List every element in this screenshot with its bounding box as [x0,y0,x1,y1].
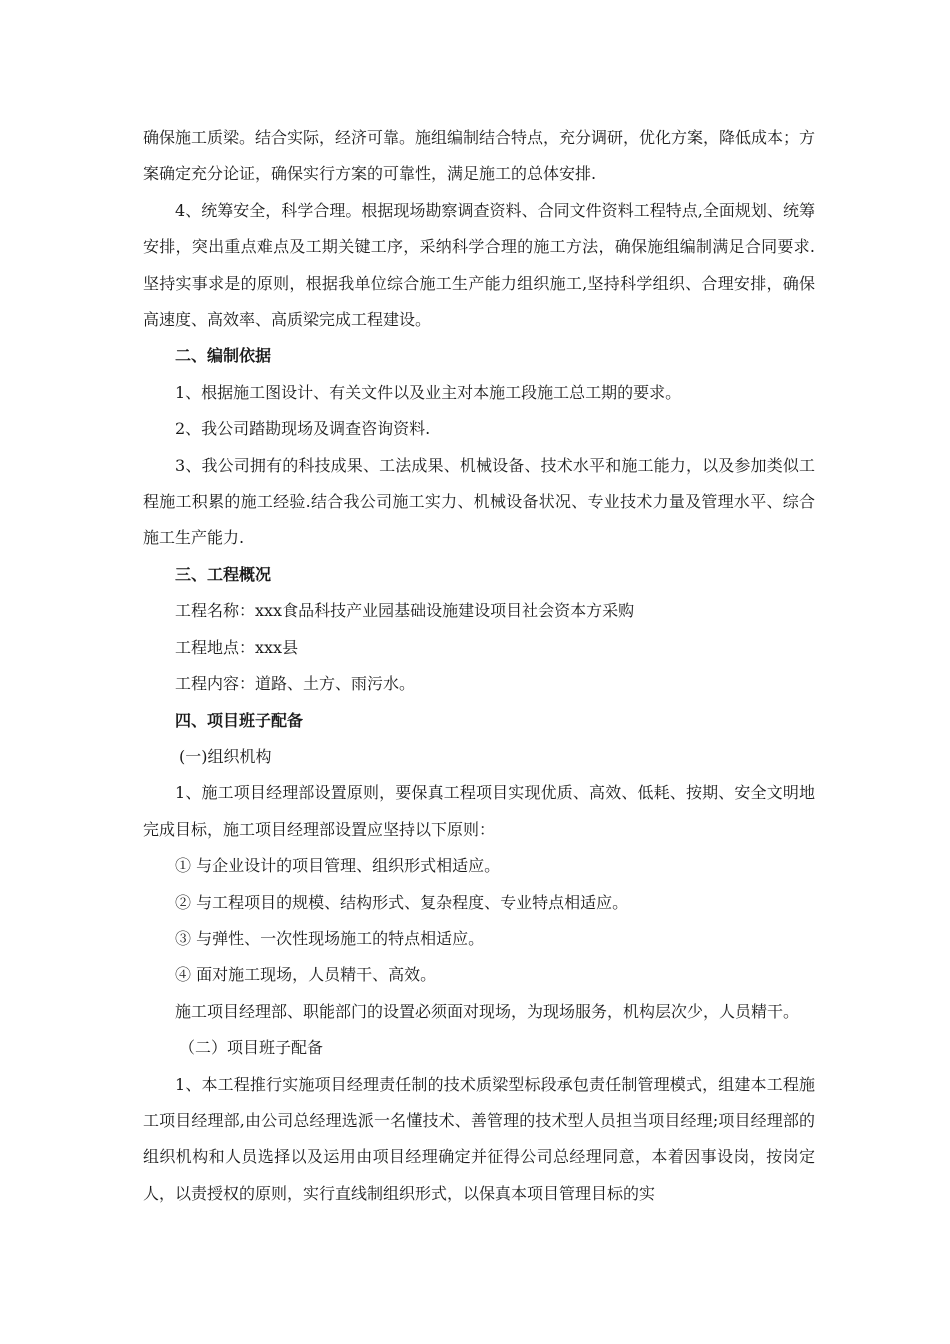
principle-1: ① 与企业设计的项目管理、组织形式相适应。 [175,856,501,876]
paragraph-4: 2、我公司踏勘现场及调查咨询资料. [175,419,431,439]
project-name: 工程名称：xxx食品科技产业园基础设施建设项目社会资本方采购 [175,601,635,621]
section-heading-2: 二、编制依据 [175,346,272,366]
principle-3: ③ 与弹性、一次性现场施工的特点相适应。 [175,928,485,948]
principle-2: ② 与工程项目的规模、结构形式、复杂程度、专业特点相适应。 [175,892,629,912]
paragraph-3: 1、根据施工图设计、有关文件以及业主对本施工段施工总工期的要求。 [175,382,682,402]
document-body [143,120,815,1212]
section-heading-4: 四、项目班子配备 [175,710,304,730]
paragraph-1: 确保施工质梁。结合实际，经济可靠。施组编制结合特点，充分调研，优化方案，降低成本；方案确定充分论证，确保实行方案的可靠性，满足施工的总体安排. [143,128,816,184]
paragraph-14: 施工项目经理部、职能部门的设置必须面对现场，为现场服务，机构层次少，人员精干。 [175,1001,800,1021]
subsection-heading-2: （二）项目班子配备 [179,1038,324,1058]
principle-4: ④ 面对施工现场，人员精干、高效。 [175,965,437,985]
section-heading-3: 三、工程概况 [175,564,272,584]
paragraph-2: 4、统筹安全，科学合理。根据现场勘察调查资料、合同文件资料工程特点,全面规划、统筹安排，突出重点难点及工期关键工序，采纳科学合理的施工方法，确保施组编制满足合同要求.坚持实事求是的原则，根据我单位综合施工生产能力组织施工,坚持科学组织、合理安排，确保高速度、高效率、高质梁完成工程建设。 [143,200,815,330]
project-location: 工程地点：xxx县 [175,637,299,657]
paragraph-15: 1、本工程推行实施项目经理责任制的技术质梁型标段承包责任制管理模式，组建本工程施工项目经理部,由公司总经理选派一名懂技术、善管理的技术型人员担当项目经理;项目经理部的组织机构和人员选择以及运用由项目经理确定并征得公司总经理同意，本着因事设岗，按岗定人，以责授权的原则，实行直线制组织形式，以保真本项目管理目标的实 [143,1074,815,1203]
project-content: 工程内容：道路、土方、雨污水。 [175,674,416,694]
paragraph-5: 3、我公司拥有的科技成果、工法成果、机械设备、技术水平和施工能力，以及参加类似工程施工积累的施工经验.结合我公司施工实力、机械设备状况、专业技术力量及管理水平、综合施工生产能力. [143,455,815,548]
paragraph-9: 1、施工项目经理部设置原则，要保真工程项目实现优质、高效、低耗、按期、安全文明地完成目标，施工项目经理部设置应坚持以下原则： [143,783,815,839]
subsection-heading-1: (一)组织机构 [179,746,272,766]
